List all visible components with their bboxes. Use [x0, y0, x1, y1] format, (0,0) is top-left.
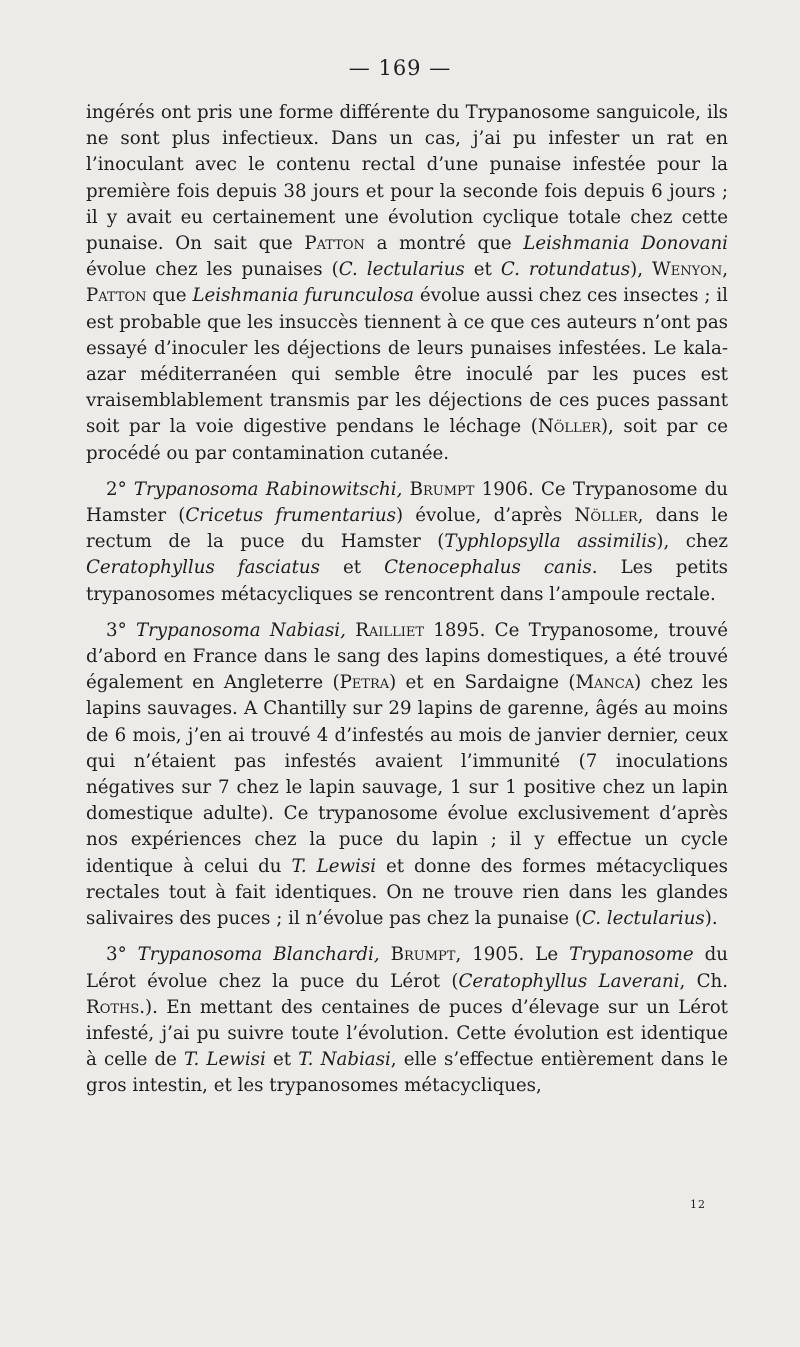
italic-run: Ceratophyllus fasciatus — [86, 557, 320, 579]
author-name: Nöller — [574, 505, 638, 527]
text-run: 2° — [106, 478, 134, 500]
italic-run: Cricetus frumentarius — [185, 505, 396, 527]
text-run: ). — [704, 908, 718, 930]
text-run: 1906. Ce Trypanosome du Hamster ( — [86, 478, 728, 527]
text-run — [402, 479, 409, 500]
text-run: évolue chez les punaises ( — [86, 259, 339, 281]
author-name: Roths — [86, 996, 140, 1018]
text-run: évolue aussi chez ces insectes ; il est probable que les insuccès tiennent à ce que ces auteurs n’ont pas essayé d’inoculer les déjections de leurs punaises infestées. Le kala-azar méditerranéen qui semble être inoculé par les puces est vraisemblablement transmis par les déjections de ces puces passant soit par la voie digestive pendans le léchage ( — [86, 285, 728, 438]
text-run: 3° — [106, 619, 136, 641]
author-name: Brumpt — [390, 944, 456, 966]
text-run: et — [265, 1049, 299, 1071]
italic-run: T. Lewisi — [291, 855, 377, 877]
author-name: Manca — [575, 672, 635, 694]
text-run: ), soit par ce procédé ou par contamination cutanée. — [86, 416, 728, 464]
paragraph-p1 — [86, 100, 728, 467]
italic-run: C. lectularius — [581, 908, 705, 930]
paragraph-p4 — [86, 942, 728, 1099]
text-run — [380, 944, 391, 965]
text-run: , — [722, 259, 728, 281]
italic-run: Typhlopsylla assimilis — [444, 531, 657, 553]
text-run: et donne des formes métacycliques rectales tout à fait identiques. On ne trouve rien dans les glandes salivaires des puces ; il n’évolue pas chez la punaise ( — [86, 855, 728, 930]
text-run: .). En mettant des centaines de puces d’élevage sur un Lérot infesté, j’ai pu suivre toute l’évolution. Cette évolution est identique à celle de — [86, 996, 728, 1071]
signature-mark: 12 — [690, 1198, 706, 1211]
author-name: Patton — [86, 285, 147, 307]
italic-run: Leishmania Donovani — [523, 233, 728, 255]
text-run: ) évolue, d’après — [395, 505, 575, 527]
paragraph-p2 — [86, 477, 728, 608]
italic-run: Trypanosoma Rabinowitschi, — [133, 478, 403, 500]
italic-run: Ctenocephalus canis — [384, 557, 592, 579]
italic-run: T. Lewisi — [184, 1049, 266, 1071]
text-run: , dans le rectum de la puce du Hamster ( — [86, 505, 728, 553]
text-run: ) chez les lapins sauvages. A Chantilly sur 29 lapins de garenne, âgés au moins de 6 mois, j’en ai trouvé 4 d’infestés au mois de janvier dernier, ceux qui n’étaient pas infestés avaient l’immunité (7 inoculations négatives sur 7 chez le lapin sauvage, 1 sur 1 positive chez un lapin domestique adulte). Ce trypanosome évolue exclusivement d’après nos expériences chez la puce du lapin ; il y effectue un cycle identique à celui du — [86, 672, 728, 877]
author-name: Brumpt — [409, 478, 475, 500]
body-text — [86, 100, 728, 1100]
text-run: ), — [630, 259, 653, 281]
text-run: 3° — [106, 944, 138, 966]
text-run: ) et en Sardaigne ( — [389, 672, 576, 694]
author-name: Railliet — [355, 619, 424, 641]
italic-run: Trypanosoma Nabiasi, — [135, 619, 346, 641]
text-run: , elle s’effectue entièrement dans le gros intestin, et les trypanosomes métacycliques, — [86, 1049, 728, 1097]
italic-run: Trypanosoma Blanchardi, — [137, 944, 380, 966]
text-run: ), chez — [656, 531, 728, 553]
italic-run: Ceratophyllus Laverani — [458, 970, 680, 992]
italic-run: T. Nabiasi — [298, 1049, 391, 1071]
text-run: 1895. Ce Trypanosome, trouvé d’abord en France dans le sang des lapins domestiques, a été trouvé également en Angleterre ( — [86, 619, 728, 694]
italic-run: Trypanosome — [569, 944, 694, 966]
text-run: . Les petits trypanosomes métacycliques se rencontrent dans l’ampoule rectale. — [86, 557, 728, 605]
text-run — [346, 620, 355, 641]
text-run: ingérés ont pris une forme différente du Trypanosome sanguicole, ils ne sont plus infectieux. Dans un cas, j’ai pu infester un rat en l’inoculant avec le contenu rectal d’une punaise infestée pour la première fois depuis 38 jours et pour la seconde fois depuis 6 jours ; il y avait eu certainement une évolution cyclique totale chez cette punaise. On sait que — [86, 102, 728, 255]
text-run: , 1905. Le — [455, 944, 570, 966]
italic-run: Leishmania furunculosa — [192, 285, 414, 307]
paragraph-p3 — [86, 618, 728, 932]
text-run: du Lérot évolue chez la puce du Lérot ( — [86, 944, 728, 992]
author-name: Patton — [304, 233, 365, 255]
text-run: et — [464, 259, 501, 281]
text-run: que — [146, 285, 193, 307]
author-name: Nöller — [537, 416, 601, 438]
italic-run: C. rotundatus — [500, 259, 631, 281]
italic-run: C. lectularius — [338, 259, 465, 281]
page-number: — 169 — — [348, 56, 452, 80]
text-run: a montré que — [364, 233, 524, 255]
text-run: , Ch. — [679, 970, 728, 992]
text-run: et — [319, 557, 385, 579]
author-name: Wenyon — [652, 259, 723, 281]
author-name: Petra — [339, 672, 390, 694]
